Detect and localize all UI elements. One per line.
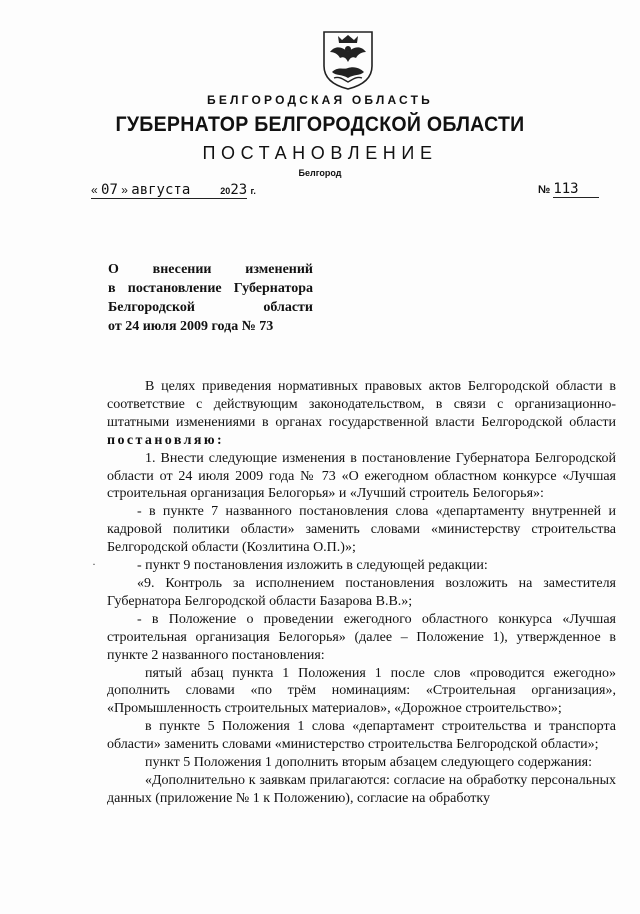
date-month: августа [131, 182, 191, 198]
subject-line: Белгородской области [108, 300, 313, 315]
decree-number [538, 183, 599, 198]
region-heading: БЕЛГОРОДСКАЯ ОБЛАСТЬ [207, 93, 433, 107]
body-paragraph: пятый абзац пункта 1 Положения 1 после слов «проводится ежегодно» дополнить словами «по трём номинациям: «Строительная организация», «Промышленность строительных материалов», «Дорожное строительство»; [107, 665, 616, 717]
body-paragraph: пункт 5 Положения 1 дополнить вторым абзацем следующего содержания: [145, 755, 592, 771]
date-year-suffix: 23 [230, 182, 248, 198]
governor-heading: ГУБЕРНАТОР БЕЛГОРОДСКОЙ ОБЛАСТИ [115, 113, 525, 136]
number-value: 113 [553, 181, 579, 197]
decree-body [107, 378, 616, 808]
body-paragraph: - пункт 9 постановления изложить в следующей редакции: [137, 558, 488, 574]
date-year-prefix: 20 [220, 186, 231, 196]
subject-line: от 24 июля 2009 года № 73 [108, 319, 274, 334]
body-paragraph [107, 378, 616, 450]
decree-keyword: постановляю: [107, 432, 225, 448]
date-close-quote: » [121, 183, 128, 197]
date-day: 07 [101, 182, 118, 198]
date-open-quote: « [91, 183, 98, 197]
body-paragraph: - в пункте 7 названного постановления слова «департаменту внутренней и кадровой политики области» заменить словами «министерству строительства Белгородской области (Козлитина О.П.)»; [107, 504, 616, 556]
decree-date [91, 183, 256, 199]
city-label: Белгород [298, 168, 342, 178]
subject-line: в постановление Губернатора [108, 281, 313, 296]
date-year-unit: г. [250, 186, 256, 196]
number-label: № [538, 184, 551, 196]
margin-mark: · [92, 557, 96, 571]
body-paragraph: «9. Контроль за исполнением постановления возложить на заместителя Губернатора Белгородской области Базарова В.В.»; [107, 575, 616, 609]
body-paragraph: в пункте 5 Положения 1 слова «департамент строительства и транспорта области» заменить словами «министерство строительства Белгородской области»; [107, 719, 616, 753]
body-paragraph: «Дополнительно к заявкам прилагаются: согласие на обработку персональных данных (приложение № 1 к Положению), согласие на обработку [107, 772, 616, 806]
preamble-text: В целях приведения нормативных правовых актов Белгородской области в соответствие с действующим законодательством, в связи с организационно-штатными изменениями в органах государственной власти Белгородской области [107, 379, 616, 430]
subject-block [108, 260, 313, 336]
body-paragraph: 1. Внести следующие изменения в постановление Губернатора Белгородской области от 24 июля 2009 года № 73 «О ежегодном областном конкурсе «Лучшая строительная организация Белогорья» и «Лучший строитель Белогорья»: [107, 450, 616, 502]
coat-of-arms-emblem [320, 30, 376, 90]
subject-line: О внесении изменений [108, 262, 313, 277]
body-paragraph: - в Положение о проведении ежегодного областного конкурса «Лучшая строительная организация Белогорья» (далее – Положение 1), утвержденное в пункте 2 названного постановления: [107, 611, 616, 663]
document-type-heading: ПОСТАНОВЛЕНИЕ [202, 143, 438, 163]
